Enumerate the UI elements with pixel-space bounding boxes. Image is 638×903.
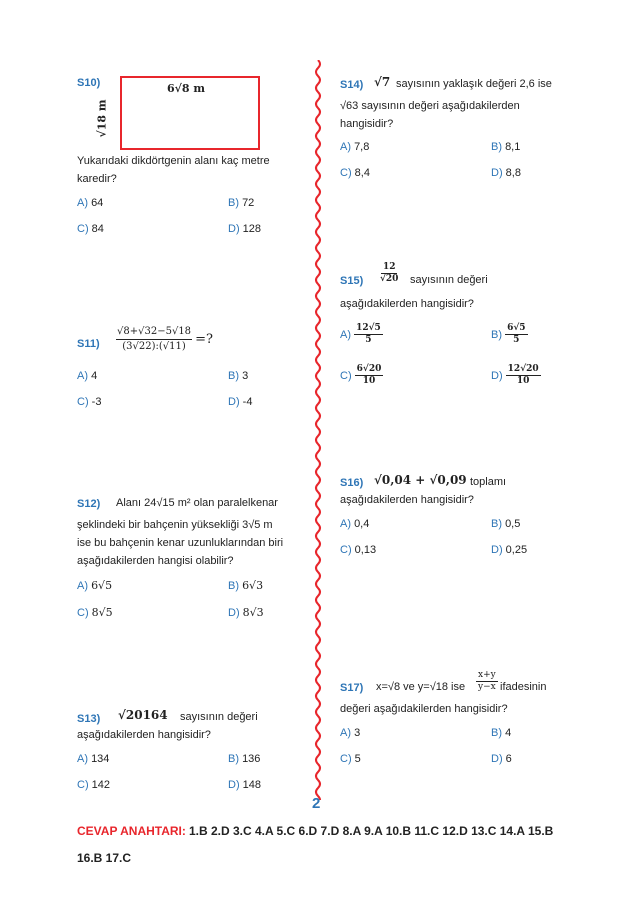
question-number-s16: S16) [340,477,364,489]
s15-text-line1: sayısının değeri [410,274,488,286]
answer-key-label: CEVAP ANAHTARI: [77,824,186,838]
s11-expression-numerator: √8+√32−5√18 [116,325,192,340]
page-number: 2 [312,795,321,812]
s14-option-a[interactable]: A) 7,8 [340,141,370,153]
s14-text-line1: sayısının yaklaşık değeri 2,6 ise [396,78,552,90]
s13-text-line2: aşağıdakilerden hangisidir? [77,729,211,741]
s16-expression: √0,04 + √0,09 [374,473,467,487]
s13-option-b[interactable]: B) 136 [228,753,261,765]
s16-option-b[interactable]: B) 0,5 [491,518,521,530]
question-number-s12: S12) [77,498,101,510]
s17-fraction-denominator: y−x [478,682,496,692]
s17-option-c[interactable]: C) 5 [340,753,361,765]
s16-option-c[interactable]: C) 0,13 [340,544,377,556]
s17-option-a[interactable]: A) 3 [340,727,361,739]
s11-option-d[interactable]: D) -4 [228,396,253,408]
s11-expression [116,325,213,354]
s11-option-b[interactable]: B) 3 [228,370,249,382]
s17-text-line2: değeri aşağıdakilerden hangisidir? [340,703,508,715]
s14-option-d[interactable]: D) 8,8 [491,167,521,179]
s13-option-c[interactable]: C) 142 [77,779,111,791]
answer-key-line2: 16.B 17.C [77,851,132,865]
s15-fraction-numerator: 12 [382,262,396,272]
s11-expression-denominator: (3√22):(√11) [122,341,186,352]
s13-text-line1: sayısının değeri [180,711,258,723]
question-number-s15: S15) [340,275,364,287]
s17-option-d[interactable]: D) 6 [491,753,512,765]
s17-fraction [476,670,498,693]
s11-option-c[interactable]: C) -3 [77,396,102,408]
answer-key-line1: 1.B 2.D 3.C 4.A 5.C 6.D 7.D 8.A 9.A 10.B 11.C 12.D 13.C 14.A 15.B [188,824,554,838]
rectangle-side-label: √18 m [95,99,109,138]
s16-option-d[interactable]: D) 0,25 [491,544,528,556]
s10-text-line2: karedir? [77,173,117,185]
s11-equals: =? [195,332,213,347]
s12-text-line1: Alanı 24√15 m² olan paralelkenar [116,497,278,509]
s15-fraction [380,262,398,285]
s14-text-line3: hangisidir? [340,118,394,130]
s12-text-line2: şeklindeki bir bahçenin yüksekliği 3√5 m [77,519,273,531]
s14-expression: √7 [374,75,391,89]
question-number-s13: S13) [77,713,101,725]
s13-option-d[interactable]: D) 148 [228,779,262,791]
s10-option-d[interactable]: D) 128 [228,223,262,235]
s13-expression: √20164 [118,708,168,722]
s15-option-b[interactable]: B) $\frac{6√5}{5}$ [491,323,526,345]
s10-option-a[interactable]: A) 64 [77,197,104,209]
s15-fraction-denominator: √20 [380,274,399,284]
s16-text-line1: toplamı [470,476,507,488]
s10-option-c[interactable]: C) 84 [77,223,104,235]
s12-text-line3: ise bu bahçenin kenar uzunluklarından biri [77,537,284,549]
s15-text-line2: aşağıdakilerden hangisidir? [340,298,474,310]
s14-text-line2: √63 sayısının değeri aşağıdakilerden [340,100,520,112]
s11-option-a[interactable]: A) 4 [77,370,98,382]
s12-option-c[interactable]: C) 8√5 [77,606,113,619]
question-number-s17: S17) [340,682,364,694]
s12-option-a[interactable]: A) 6√5 [77,579,113,592]
s15-option-c[interactable]: C) $\frac{6√20}{10}$ [340,364,382,386]
s16-text-line2: aşağıdakilerden hangisidir? [340,494,474,506]
s17-option-b[interactable]: B) 4 [491,727,512,739]
s10-text-line1: Yukarıdaki dikdörtgenin alanı kaç metre [77,155,270,167]
s17-fraction-numerator: x+y [478,670,496,680]
s14-option-b[interactable]: B) 8,1 [491,141,521,153]
s17-text-line1a: x=√8 ve y=√18 ise [376,681,466,693]
answer-key [77,824,637,838]
s14-option-c[interactable]: C) 8,4 [340,167,370,179]
s10-option-b[interactable]: B) 72 [228,197,255,209]
s15-option-a[interactable]: A) $\frac{12√5}{5}$ [340,323,381,345]
s12-option-d[interactable]: D) 8√3 [228,606,264,619]
question-number-s11: S11) [77,338,100,350]
s17-text-line1b: ifadesinin [500,681,547,693]
s15-option-d[interactable]: D) $\frac{12√20}{10}$ [491,364,539,386]
question-number-s10: S10) [77,77,101,89]
rectangle-top-label: 6√8 m [167,82,206,95]
s12-text-line4: aşağıdakilerden hangisi olabilir? [77,555,234,567]
s12-option-b[interactable]: B) 6√3 [228,579,264,592]
question-number-s14: S14) [340,79,364,91]
s16-option-a[interactable]: A) 0,4 [340,518,370,530]
wavy-divider [311,60,325,800]
s13-option-a[interactable]: A) 134 [77,753,110,765]
